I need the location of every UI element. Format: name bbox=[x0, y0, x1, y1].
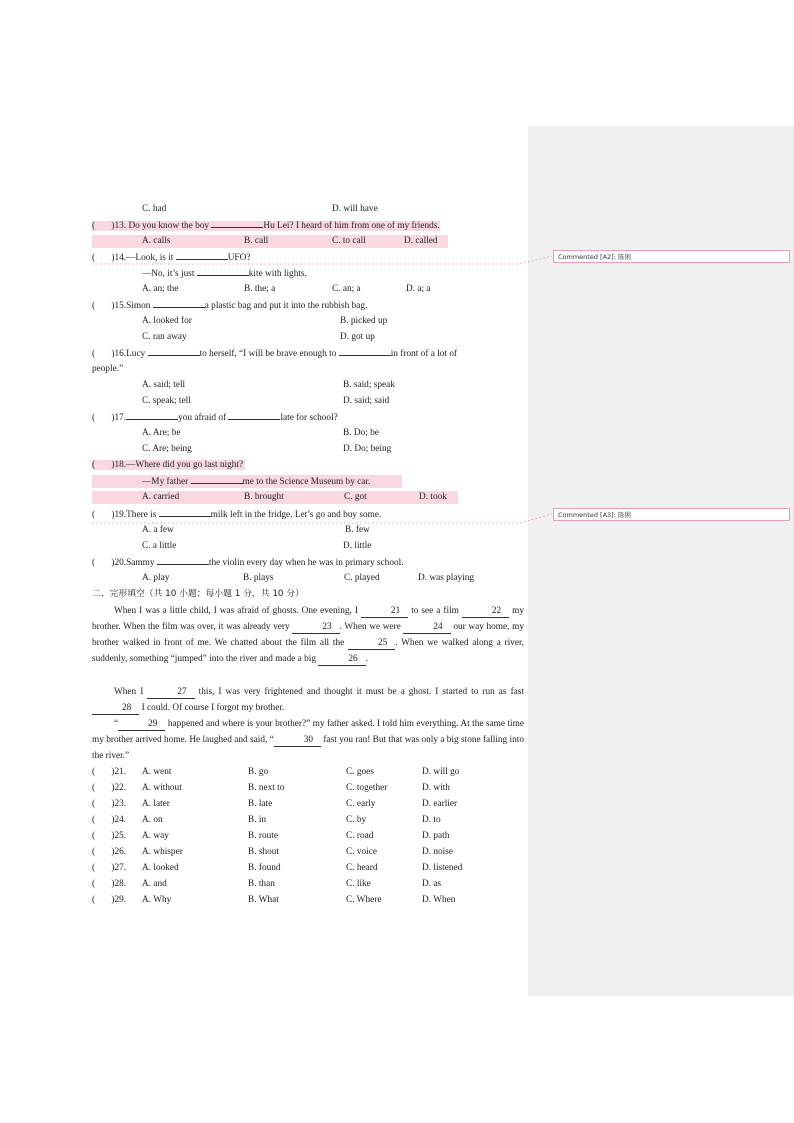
cloze-question-row: ( )23. A. later B. late C. early D. earlier bbox=[92, 796, 524, 812]
answer-blank bbox=[153, 297, 205, 308]
option-a: A. looked bbox=[142, 863, 179, 873]
cloze-question-row: ( )21. A. went B. go C. goes D. will go bbox=[92, 764, 524, 780]
option-b: B. shout bbox=[248, 847, 279, 857]
option-d: D. said; said bbox=[343, 396, 390, 406]
q17-options-ab bbox=[92, 425, 524, 441]
option-b: B. said; speak bbox=[343, 380, 395, 390]
option-c: C. an; a bbox=[332, 284, 361, 294]
option-c: C. speak; tell bbox=[142, 396, 191, 406]
option-d: D. to bbox=[422, 815, 441, 825]
question-number: 23. bbox=[114, 799, 127, 809]
option-b: B. brought bbox=[244, 492, 284, 502]
option-d: D. listened bbox=[422, 863, 463, 873]
option-d: D. called bbox=[404, 236, 438, 246]
option-a: A. and bbox=[142, 879, 167, 889]
option-b: B. than bbox=[248, 879, 275, 889]
option-b: B. few bbox=[345, 525, 370, 535]
question-number: 25. bbox=[114, 831, 127, 841]
option-d: D. took bbox=[419, 492, 447, 502]
option-d: D. will go bbox=[422, 767, 460, 777]
option-a: A. calls bbox=[142, 236, 171, 246]
q16-options-ab bbox=[92, 377, 524, 393]
answer-blank bbox=[176, 249, 228, 260]
q20-options bbox=[92, 570, 524, 586]
answer-blank bbox=[126, 409, 178, 420]
cloze-blank: 23 bbox=[292, 622, 339, 634]
q19-stem: ( )19.There is milk left in the fridge. Let’s go and buy some. bbox=[92, 506, 524, 522]
option-b: B. next to bbox=[248, 783, 285, 793]
option-b: B. route bbox=[248, 831, 278, 841]
option-a: A. way bbox=[142, 831, 169, 841]
option-a: A. went bbox=[142, 767, 172, 777]
option-b: B. plays bbox=[243, 573, 274, 583]
q17-stem: ( )17. you afraid of late for school? bbox=[92, 409, 524, 425]
option-d: D. will have bbox=[332, 204, 378, 214]
q16-options-cd bbox=[92, 393, 524, 409]
q15-options-ab bbox=[92, 313, 524, 329]
q18-stem bbox=[92, 457, 524, 473]
q15-stem: ( )15.Simon a plastic bag and put it into the rubbish bag. bbox=[92, 297, 524, 313]
cloze-question-row: ( )24. A. on B. in C. by D. to bbox=[92, 812, 524, 828]
option-a: A. without bbox=[142, 783, 182, 793]
option-c: C. ran away bbox=[142, 332, 187, 342]
option-b: B. late bbox=[248, 799, 273, 809]
cloze-question-row: ( )22. A. without B. next to C. together D. with bbox=[92, 780, 524, 796]
q17-options-cd bbox=[92, 441, 524, 457]
q15-options-cd bbox=[92, 329, 524, 345]
option-d: D. as bbox=[422, 879, 442, 889]
option-d: D. When bbox=[422, 895, 456, 905]
q13-highlight: ( )13. Do you know the boy Hu Lei? I heard of him from one of my friends. bbox=[92, 221, 440, 231]
option-c: C. Where bbox=[346, 895, 382, 905]
option-c: C. played bbox=[344, 573, 380, 583]
option-c: C. had bbox=[142, 204, 167, 214]
option-c: C. heard bbox=[346, 863, 378, 873]
q18-options bbox=[92, 489, 524, 505]
option-b: B. call bbox=[244, 236, 269, 246]
question-number: 26. bbox=[114, 847, 127, 857]
answer-blank bbox=[197, 265, 249, 276]
option-a: A. said; tell bbox=[142, 380, 186, 390]
option-c: C. got bbox=[344, 492, 367, 502]
question-number: 29. bbox=[114, 895, 127, 905]
option-b: B. in bbox=[248, 815, 267, 825]
answer-blank bbox=[148, 345, 200, 356]
option-c: C. to call bbox=[332, 236, 366, 246]
cloze-question-row: ( )27. A. looked B. found C. heard D. listened bbox=[92, 860, 524, 876]
option-d: D. Do; being bbox=[343, 444, 392, 454]
answer-blank bbox=[211, 217, 263, 228]
option-b: B. picked up bbox=[340, 316, 388, 326]
option-b: B. Do; be bbox=[343, 428, 379, 438]
option-a: A. a few bbox=[142, 525, 174, 535]
option-c: C. goes bbox=[346, 767, 374, 777]
cloze-blank: 26 bbox=[318, 654, 365, 666]
option-d: D. little bbox=[343, 541, 372, 551]
option-d: D. noise bbox=[422, 847, 453, 857]
passage-paragraph-2: When I 27 this, I was very frightened and thought it must be a ghost. I started to run as fast 28 I could. Of course I forgot my brother. bbox=[92, 684, 524, 716]
option-c: C. like bbox=[346, 879, 371, 889]
q14-stem: ( )14.—Look, is it UFO? bbox=[92, 249, 524, 265]
cloze-blank: 24 bbox=[403, 622, 450, 634]
q18-line2: —My father me to the Science Museum by car. bbox=[92, 473, 524, 489]
q19-options-ab bbox=[92, 522, 524, 538]
answer-blank bbox=[191, 473, 243, 484]
option-b: B. found bbox=[248, 863, 281, 873]
option-c: C. Are; being bbox=[142, 444, 192, 454]
option-d: D. with bbox=[422, 783, 450, 793]
q13-options bbox=[92, 233, 524, 249]
cloze-blank: 28 bbox=[92, 703, 139, 715]
option-c: C. early bbox=[346, 799, 376, 809]
option-d: D. a; a bbox=[406, 284, 431, 294]
question-number: 28. bbox=[114, 879, 127, 889]
q14-options bbox=[92, 281, 524, 297]
answer-blank bbox=[339, 345, 391, 356]
comment-a3[interactable]: Commented [A3]: 陈俐 bbox=[553, 508, 790, 521]
option-c: C. a little bbox=[142, 541, 177, 551]
q13-stem bbox=[92, 217, 524, 233]
comment-a2[interactable]: Commented [A2]: 陈俐 bbox=[553, 250, 790, 263]
option-b: B. the; a bbox=[244, 284, 276, 294]
cloze-blank: 21 bbox=[361, 606, 408, 618]
q20-stem: ( )20.Sammy the violin every day when he was in primary school. bbox=[92, 554, 524, 570]
q16-stem: ( )16.Lucy to herself, “I will be brave enough to in front of a lot of bbox=[92, 345, 524, 361]
option-c: C. together bbox=[346, 783, 388, 793]
option-a: A. looked for bbox=[142, 316, 192, 326]
option-c: C. road bbox=[346, 831, 374, 841]
cloze-blank: 27 bbox=[147, 687, 194, 699]
option-c: C. voice bbox=[346, 847, 377, 857]
answer-blank bbox=[159, 506, 211, 517]
cloze-blank: 30 bbox=[274, 735, 321, 747]
option-d: D. was playing bbox=[418, 573, 475, 583]
cloze-blank: 25 bbox=[348, 638, 395, 650]
cloze-question-row: ( )25. A. way B. route C. road D. path bbox=[92, 828, 524, 844]
passage-paragraph-3: “ 29 happened and where is your brother?” my father asked. I told him everything. At the same time my brother arrived home. He laughed and said, “ 30 fast you ran! But that was only a big stone falling into the river.” bbox=[92, 719, 524, 761]
cloze-question-row: ( )28. A. and B. than C. like D. as bbox=[92, 876, 524, 892]
q14-line2: —No, it’s just kite with lights. bbox=[92, 265, 524, 281]
cloze-blank: 22 bbox=[462, 606, 509, 618]
question-number: 22. bbox=[114, 783, 127, 793]
option-a: A. Are; be bbox=[142, 428, 181, 438]
option-a: A. on bbox=[142, 815, 163, 825]
option-b: B. go bbox=[248, 767, 269, 777]
option-a: A. carried bbox=[142, 492, 180, 502]
question-number: 21. bbox=[114, 767, 127, 777]
option-a: A. Why bbox=[142, 895, 172, 905]
answer-blank bbox=[157, 554, 209, 565]
option-d: D. earlier bbox=[422, 799, 458, 809]
option-c: C. by bbox=[346, 815, 367, 825]
cloze-question-row: ( )26. A. whisper B. shout C. voice D. noise bbox=[92, 844, 524, 860]
answer-blank bbox=[228, 409, 280, 420]
option-b: B. What bbox=[248, 895, 279, 905]
option-d: D. path bbox=[422, 831, 450, 841]
q12-options bbox=[92, 201, 524, 217]
option-a: A. whisper bbox=[142, 847, 183, 857]
q18-highlight: ( )18.—Where did you go last night? bbox=[92, 460, 245, 470]
q16-line2: people.” bbox=[92, 364, 124, 374]
option-a: A. later bbox=[142, 799, 170, 809]
option-d: D. got up bbox=[340, 332, 375, 342]
cloze-question-row: ( )29. A. Why B. What C. Where D. When bbox=[92, 892, 524, 908]
passage-paragraph-1: When I was a little child, I was afraid of ghosts. One evening, I 21 to see a film 22 my brother. When the film was over, it was already very 23 . When we were 24 our way home, my brother walked in front of me. We chatted about the film all the 25 . When we walked along a river, suddenly, something “jumped” into the river and made a big 26 . bbox=[92, 606, 524, 664]
option-a: A. play bbox=[142, 573, 170, 583]
question-number: 24. bbox=[114, 815, 127, 825]
cloze-blank: 29 bbox=[118, 719, 165, 731]
question-number: 27. bbox=[114, 863, 127, 873]
q19-options-cd bbox=[92, 538, 524, 554]
option-a: A. an; the bbox=[142, 284, 179, 294]
section-heading: 二、完形填空（共 10 小题；每小题 1 分，共 10 分） bbox=[92, 589, 304, 599]
